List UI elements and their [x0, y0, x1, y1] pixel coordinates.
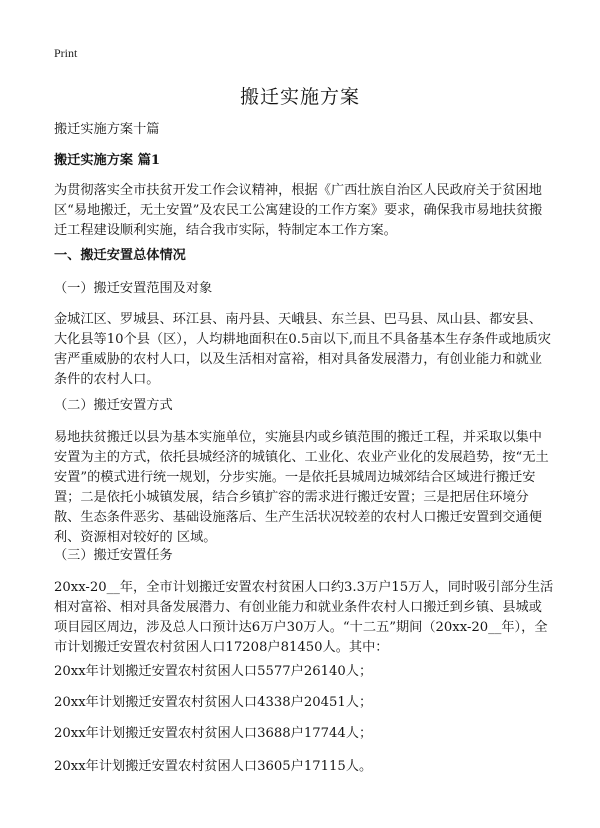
plan-item: 20xx年计划搬迁安置农村贫困人口5577户26140人； — [54, 664, 373, 679]
plan-item: 20xx年计划搬迁安置农村贫困人口3605户17115人。 — [54, 759, 373, 774]
subsection-heading-2: （二）搬迁安置方式 — [54, 398, 173, 413]
page-title: 搬迁实施方案 — [239, 86, 360, 108]
subsection-text-3: 20xx-20__年，全市计划搬迁安置农村贫困人口约3.3万户15万人，同时吸引部分生活相对富裕、相对具备发展潜力、有创业能力和就业条件农村人口搬迁到乡镇、县城或项目园区周边，涉及总人口预计达6万户30万人。“十二五”期间（20xx-20__年），全市计划搬迁安置农村贫困人口17208户81450人。其中： — [54, 580, 554, 655]
print-link[interactable]: Print — [54, 46, 78, 60]
subsection-heading-1: （一）搬迁安置范围及对象 — [54, 281, 213, 296]
subsection-text-1: 金城江区、罗城县、环江县、南丹县、天峨县、东兰县、巴马县、凤山县、都安县、大化县等10个县（区），人均耕地面积在0.5亩以下,而且不具备基本生存条件或地质灾害严重威胁的农村人口，以及生活相对富裕，相对具备发展潜力，有创业能力和就业条件的农村人口。 — [54, 312, 551, 387]
subsection-heading-3: （三）搬迁安置任务 — [54, 548, 173, 563]
section-heading-1: 一、搬迁安置总体情况 — [54, 248, 186, 263]
subtitle: 搬迁实施方案十篇 — [54, 122, 160, 137]
subsection-text-2: 易地扶贫搬迁以县为基本实施单位，实施县内或乡镇范围的搬迁工程，并采取以集中安置为主的方式，依托县城经济的城镇化、工业化、农业产业化的发展趋势，按“无土安置”的模式进行统一规划，分步实施。一是依托县城周边城郊结合区域进行搬迁安置；二是依托小城镇发展，结合乡镇扩容的需求进行搬迁安置；三是把居住环境分散、生态条件恶劣、基础设施落后、生产生活状况较差的农村人口搬迁安置到交通便利、资源相对较好的 区域。 — [54, 430, 549, 545]
intro-paragraph: 为贯彻落实全市扶贫开发工作会议精神，根据《广西壮族自治区人民政府关于贫困地区“易地搬迁，无土安置”及农民工公寓建设的工作方案》要求，确保我市易地扶贫搬迁工程建设顺利实施，结合我市实际，特制定本工作方案。 — [54, 183, 543, 238]
plan-item: 20xx年计划搬迁安置农村贫困人口4338户20451人； — [54, 695, 373, 710]
plan-item: 20xx年计划搬迁安置农村贫困人口3688户17744人； — [54, 726, 373, 741]
article-heading: 搬迁实施方案 篇1 — [54, 153, 161, 168]
